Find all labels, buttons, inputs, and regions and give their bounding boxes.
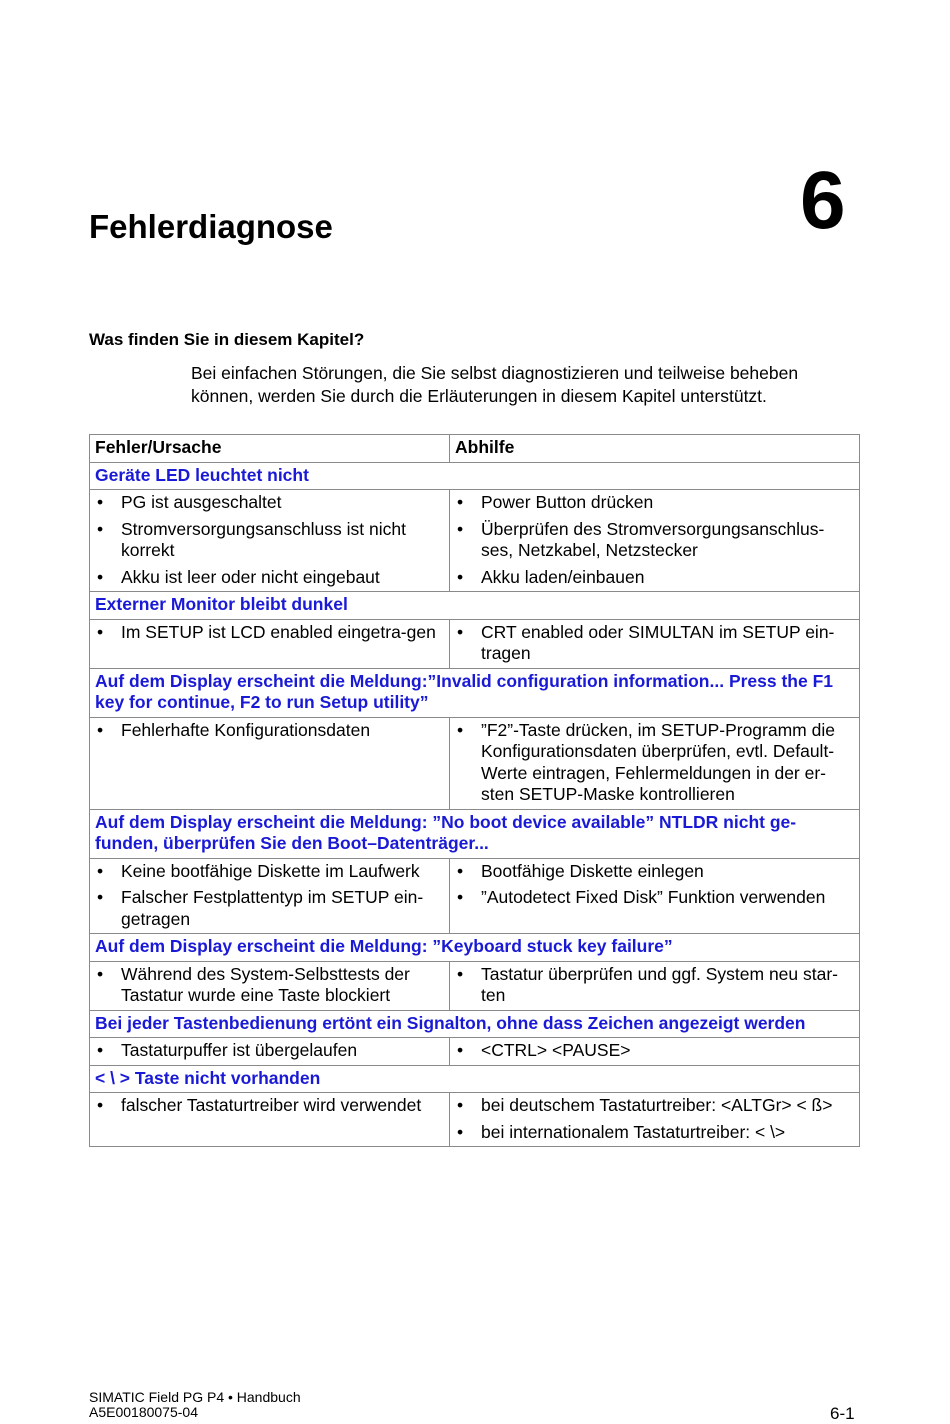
cause-cell (90, 619, 450, 668)
intro-paragraph: Bei einfachen Störungen, die Sie selbst diagnostizieren und teilweise beheben können, werden Sie durch die Erläuterungen in diesem Kapitel unterstützt. (191, 363, 799, 406)
remedy-list (455, 1040, 854, 1062)
remedy-item: • ”Autodetect Fixed Disk” Funktion verwenden (455, 887, 854, 909)
cause-item: • Während des System-Selbsttests der Tastatur wurde eine Taste blockiert (95, 964, 444, 1007)
section-title: Geräte LED leuchtet nicht (90, 462, 860, 490)
remedy-list (455, 964, 854, 1007)
cause-list (95, 720, 444, 742)
remedy-list (455, 861, 854, 909)
remedy-list (455, 720, 854, 806)
footer-manual-title: SIMATIC Field PG P4 • Handbuch (89, 1389, 301, 1405)
page-number: 6-1 (830, 1404, 855, 1423)
remedy-list (455, 1095, 854, 1143)
cause-item: • Stromversorgungsanschluss ist nicht korrekt (95, 519, 444, 562)
section-row (90, 462, 860, 490)
section-heading: Was finden Sie in diesem Kapitel? (89, 330, 365, 349)
section-title: Auf dem Display erscheint die Meldung: ”Keyboard stuck key failure” (90, 934, 860, 962)
remedy-item: • bei internationalem Tastaturtreiber: < \> (455, 1122, 854, 1144)
remedy-cell (450, 619, 860, 668)
section-row (90, 592, 860, 620)
remedy-cell (450, 717, 860, 809)
table-row (90, 619, 860, 668)
cause-list (95, 1040, 444, 1062)
table-row (90, 1093, 860, 1147)
remedy-item: • ”F2”-Taste drücken, im SETUP-Programm die Konfigurationsdaten überprüfen, evtl. Default-Werte eintragen, Fehlermeldungen in der er-sten SETUP-Maske kontrollieren (455, 720, 854, 806)
section-row (90, 809, 860, 858)
cause-cell (90, 1093, 450, 1147)
chapter-title: Fehlerdiagnose (89, 208, 333, 245)
cause-item: • falscher Tastaturtreiber wird verwendet (95, 1095, 444, 1117)
header-cause: Fehler/Ursache (90, 435, 450, 463)
cause-item: • Tastaturpuffer ist übergelaufen (95, 1040, 444, 1062)
cause-item: • Keine bootfähige Diskette im Laufwerk (95, 861, 444, 883)
remedy-item: • <CTRL> <PAUSE> (455, 1040, 854, 1062)
cause-cell (90, 858, 450, 934)
cause-item: • PG ist ausgeschaltet (95, 492, 444, 514)
cause-list (95, 492, 444, 588)
footer-info (89, 1390, 301, 1420)
remedy-item: • Überprüfen des Stromversorgungsanschlus-ses, Netzkabel, Netzstecker (455, 519, 854, 562)
remedy-item: • CRT enabled oder SIMULTAN im SETUP ein-tragen (455, 622, 854, 665)
table-row (90, 490, 860, 592)
cause-item: • Fehlerhafte Konfigurationsdaten (95, 720, 444, 742)
remedy-item: • Bootfähige Diskette einlegen (455, 861, 854, 883)
remedy-item: • bei deutschem Tastaturtreiber: <ALTGr> < ß> (455, 1095, 854, 1117)
remedy-list (455, 622, 854, 665)
section-title: Bei jeder Tastenbedienung ertönt ein Signalton, ohne dass Zeichen angezeigt werden (90, 1010, 860, 1038)
section-row (90, 1010, 860, 1038)
cause-cell (90, 717, 450, 809)
section-row (90, 668, 860, 717)
cause-item: • Akku ist leer oder nicht eingebaut (95, 567, 444, 589)
remedy-item: • Tastatur überprüfen und ggf. System neu star-ten (455, 964, 854, 1007)
cause-list (95, 964, 444, 1007)
section-title: Auf dem Display erscheint die Meldung: ”No boot device available” NTLDR nicht ge-funden, überprüfen Sie den Boot–Datenträger... (90, 809, 860, 858)
remedy-cell (450, 1093, 860, 1147)
remedy-item: • Akku laden/einbauen (455, 567, 854, 589)
remedy-cell (450, 490, 860, 592)
cause-list (95, 622, 444, 644)
remedy-list (455, 492, 854, 588)
remedy-item: • Power Button drücken (455, 492, 854, 514)
remedy-cell (450, 858, 860, 934)
remedy-cell (450, 1038, 860, 1066)
table-row (90, 717, 860, 809)
table-row (90, 858, 860, 934)
remedy-cell (450, 961, 860, 1010)
cause-list (95, 861, 444, 931)
diagnosis-table (89, 434, 860, 1147)
section-title: < \ > Taste nicht vorhanden (90, 1065, 860, 1093)
table-row (90, 961, 860, 1010)
chapter-number: 6 (800, 155, 846, 246)
cause-cell (90, 490, 450, 592)
header-remedy: Abhilfe (450, 435, 860, 463)
cause-cell (90, 1038, 450, 1066)
section-title: Auf dem Display erscheint die Meldung:”Invalid configuration information... Press the F1 key for continue, F2 to run Setup utility” (90, 668, 860, 717)
section-row (90, 934, 860, 962)
table-row (90, 1038, 860, 1066)
cause-item: • Im SETUP ist LCD enabled eingetra-gen (95, 622, 444, 644)
footer-order-number: A5E00180075-04 (89, 1404, 198, 1420)
cause-cell (90, 961, 450, 1010)
table-body (90, 462, 860, 1147)
section-row (90, 1065, 860, 1093)
table-header-row (90, 435, 860, 463)
section-title: Externer Monitor bleibt dunkel (90, 592, 860, 620)
cause-item: • Falscher Festplattentyp im SETUP ein-getragen (95, 887, 444, 930)
cause-list (95, 1095, 444, 1117)
